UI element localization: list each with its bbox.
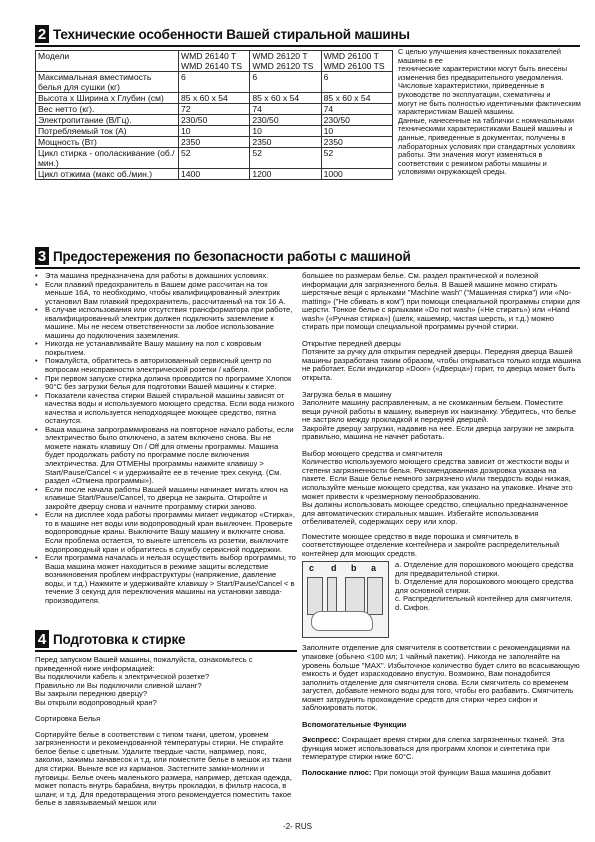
list-item: • Эта машина предназначена для работы в домашних условиях. bbox=[35, 272, 297, 281]
safety-list bbox=[35, 272, 297, 605]
table-cell: 230/50 bbox=[250, 115, 321, 126]
table-cell: 52 bbox=[250, 148, 321, 169]
table-cell: 2350 bbox=[321, 137, 392, 148]
row-label: Электропитание (В/Гц). bbox=[36, 115, 179, 126]
section-rule bbox=[35, 650, 297, 652]
table-cell: 230/50 bbox=[321, 115, 392, 126]
paragraph: Поместите моющее средство в виде порошка и смягчитель в соответствующее отделение контейнера и закройте распределительный контейнер для моющих средств. bbox=[302, 531, 560, 558]
table-cell: 230/50 bbox=[179, 115, 250, 126]
table-row bbox=[36, 93, 393, 104]
table-cell: 85 x 60 x 54 bbox=[321, 93, 392, 104]
subheading: Выбор моющего средства и смягчителя bbox=[302, 448, 443, 458]
main-wash-compartment bbox=[345, 577, 365, 615]
subheading: Загрузка белья в машину bbox=[302, 389, 392, 399]
table-cell: 72 bbox=[179, 104, 250, 115]
list-item: • Никогда не устанавливайте Вашу машину на пол с ковровым покрытием. bbox=[35, 340, 297, 357]
row-label: Вес нетто (кг). bbox=[36, 104, 179, 115]
aux-label: Полоскание плюс: bbox=[302, 767, 372, 777]
subheading: Открытие передней дверцы bbox=[302, 338, 401, 348]
drawer-letter-a: a bbox=[371, 563, 377, 574]
table-cell: 1000 bbox=[321, 169, 392, 180]
detergent-drawer-diagram bbox=[302, 561, 582, 638]
row-label: Мощность (Вт) bbox=[36, 137, 179, 148]
aux-label: Экспресс: bbox=[302, 735, 340, 745]
preparation-column bbox=[35, 656, 297, 808]
header-cell: WMD 26140 T WMD 26140 TS bbox=[179, 51, 250, 72]
header-cell: WMD 26120 T WMD 26120 TS bbox=[250, 51, 321, 72]
table-cell: 1400 bbox=[179, 169, 250, 180]
section-title: Подготовка к стирке bbox=[53, 631, 186, 647]
paragraph: большее по размерам белье. См. раздел практической и полезной информации для загрязненного белья. В Вашей машине можно стирать шерстяные вещи с ярлыками "Machine wash" ("Машинная стирка") или «No-matting» ("Не сбивать в ком") при помощи специальной программы стирки для шерсти. Тонкое белье с ярлыками «Do not wash» («Не стирать») или «Hand wash» («Ручная стирка») (шелк, кашемир, чистая шерсть, и т.д.) можно стирать при помощи специальной программы ручной стирки. bbox=[302, 271, 580, 332]
row-label: Высота x Ширина x Глубин (см) bbox=[36, 93, 179, 104]
safety-column bbox=[35, 272, 297, 605]
table-header-row bbox=[36, 51, 393, 72]
paragraph: Вы должны использовать моющее средство, специально предназначенное для автоматических стиральных машин. Избегайте использования отбеливателей, содержащих серу или хлор. bbox=[302, 500, 568, 527]
paragraph: Заполните машину расправленным, а не скомканным бельем. Поместите вещи ручной работы в машину, вывернув их наизнанку. Убедитесь, что белье не застряло между прокладкой и передней дверцей. bbox=[302, 398, 577, 425]
softener-compartment bbox=[307, 577, 323, 615]
legend-item: a. Отделение для порошкового моющего средства для предварительной стирки. bbox=[395, 560, 574, 578]
section-4-header bbox=[35, 629, 297, 649]
prewash-compartment bbox=[367, 577, 383, 615]
table-cell: 85 x 60 x 54 bbox=[250, 93, 321, 104]
section-number: 4 bbox=[35, 630, 49, 648]
legend-item: b. Отделение для порошкового моющего средства для основной стирки. bbox=[395, 577, 574, 595]
paragraph: Сортируйте белье в соответствии с типом ткани, цветом, уровнем загрязненности и рекомендованной температуры стирки. Не стирайте белое белье с цветным. Удалите твердые части, например, пояс, заколки, зажимы занавесок и т.д. или поместите белье в мешок из ткани для стирки. Выньте все из карманов. Застегните замки-молнии и пуговицы. Белье очень маленького размера, например, детская одежда, может попасть внутрь барабана, внутрь прокладки, в фильтр насоса, в шланг, и т.д. Для предотвращения этого рекомендуется поместить такое белье в завязываемый мешок или bbox=[35, 729, 292, 808]
detergent-drawer-illustration bbox=[302, 561, 389, 638]
section-rule bbox=[35, 267, 580, 269]
table-cell: 10 bbox=[250, 126, 321, 137]
disclaimer-line: могут не быть полностью идентичными фактическим характеристикам Вашей машины. bbox=[398, 98, 581, 117]
checklist-item: Вы открыли водопроводный кран? bbox=[35, 697, 157, 707]
table-cell: 85 x 60 x 54 bbox=[179, 93, 250, 104]
paragraph: Потяните за ручку для открытия передней дверцы. Передняя дверца Вашей машины разработана таким образом, чтобы открываться только когда машина не работает. Если индикатор «Door» («Дверца») горит, то дверца может быть открыта. bbox=[302, 347, 581, 383]
table-cell: 10 bbox=[179, 126, 250, 137]
aux-text: При помощи этой функции Ваша машина добавит bbox=[373, 767, 552, 777]
disclaimer-line: технические характеристики могут быть внесены изменения без предварительного уведомления. bbox=[398, 64, 568, 82]
paragraph: Закройте дверцу загрузки, надавив на нее. Если дверца загрузки не закрыта правильно, машина не начнет работать. bbox=[302, 423, 574, 442]
table-cell: 74 bbox=[321, 104, 392, 115]
subheading: Вспомогательные Функции bbox=[302, 719, 407, 729]
section-number: 2 bbox=[35, 25, 49, 43]
aux-rinse-plus bbox=[302, 769, 582, 778]
section-3-header bbox=[35, 246, 580, 266]
section-2-header bbox=[35, 24, 580, 44]
section-title: Предостережения по безопасности работы с машиной bbox=[53, 248, 411, 264]
list-item: • При первом запуске стирка должна проводится по программе Хлопок 90°С без загрузки белья для подготовки Вашей машины к стирке. bbox=[35, 375, 297, 392]
aux-text: Сокращает время стирки для слегка загрязненных тканей. Эта функция может использоваться для программ хлопок и синтетика при температуре стирки ниже 60°С. bbox=[302, 735, 565, 762]
checklist-item: Правильно ли Вы подключили сливной шланг? bbox=[35, 680, 202, 690]
table-cell: 10 bbox=[321, 126, 392, 137]
spec-disclaimer bbox=[398, 48, 582, 177]
section-number: 3 bbox=[35, 247, 49, 265]
list-item: • Если на дисплее хода работы программы мигает индикатор «Стирка», то в машине нет воды или водопроводный кран выключен. Проверьте водопроводные краны. Выключите Вашу машину и включите снова. Если проблема остается, то выньте штепсель из розетки, выключите водопроводный кран и обратитесь в службу сервисной поддержки. bbox=[35, 511, 297, 554]
table-row bbox=[36, 115, 393, 126]
header-cell: Модели bbox=[36, 51, 179, 72]
table-row bbox=[36, 72, 393, 93]
table-cell: 2350 bbox=[179, 137, 250, 148]
paragraph: Заполните отделение для смягчителя в соответствии с рекомендациями на упаковке (обычно <100 мл; 1 чайный пакетик). Никогда не заполняйте на уровень больше "MAX". Избыточное количество будет слито во всасывающую емкость и будет израсходовано впустую. Возможно, Вам понадобится заполнить отделение для смягчителя снова. Если смягчитель со временем загустел, добавьте немного воды для того, чтобы его разбавить. Смягчитель может затруднить прохождение средств для стирки через сифон и заблокировать поток. bbox=[302, 643, 580, 713]
row-label: Максимальная вместимость белья для сушки (кг) bbox=[36, 72, 179, 93]
section-title: Технические особенности Вашей стиральной машины bbox=[53, 26, 410, 42]
drawer-letter-c: c bbox=[309, 563, 315, 574]
legend-item: d. Сифон. bbox=[395, 602, 430, 612]
header-cell: WMD 26100 T WMD 26100 TS bbox=[321, 51, 392, 72]
drawer-letter-b: b bbox=[351, 563, 357, 574]
subheading: Сортировка Белья bbox=[35, 714, 101, 724]
table-row bbox=[36, 104, 393, 115]
row-label: Потребляемый ток (А) bbox=[36, 126, 179, 137]
drawer-letter-d: d bbox=[331, 563, 337, 574]
table-row bbox=[36, 137, 393, 148]
list-item: • Пожалуйста, обратитесь в авторизованный сервисный центр по вопросам неисправности электрической розетки / кабеля. bbox=[35, 357, 297, 374]
paragraph: Количество используемого моющего средства зависит от жесткости воды и степени загрязненности белья. Рекомендованная дозировка указана на пакете. Если Ваше белье немного загрязнено и/или твердость воды низкая, используйте меньше моющего средства, как указано на упаковке. Иначе это может привести к чрезмерному пенообразованию. bbox=[302, 457, 573, 501]
table-cell: 52 bbox=[179, 148, 250, 169]
list-item: • Если плавкий предохранитель в Вашем доме рассчитан на ток меньше 16А, то необходимо, чтобы квалифицированный электрик установил Вам плавкий предохранитель, рассчитанный на ток 16 А. bbox=[35, 281, 297, 307]
disclaimer-line: Данные, нанесенные на таблички с номинальными техническими характеристиками Вашей машины и данные, приведенные в документах, получены в лабораторных условиях при стандартных условиях работы. Эти значения могут изменяться в соответствии с режимом работы машины и условиями окружающей среды. bbox=[398, 115, 576, 177]
list-item: • Если программа началась и нельзя осуществить выбор программы, то Ваша машина может находиться в режиме защиты вследствие возникновения проблем инфраструктуры (напряжение, давление воды, и т.д.) Нажмите и удерживайте клавишу > Start/Pause/Cancel < в течение 3 секунд для переключения машины на установки завода-производителя. bbox=[35, 554, 297, 605]
checklist-item: Вы закрыли переднюю дверцу? bbox=[35, 689, 148, 699]
right-column bbox=[302, 272, 582, 778]
aux-express bbox=[302, 736, 582, 762]
table-row bbox=[36, 126, 393, 137]
table-cell: 1200 bbox=[250, 169, 321, 180]
page-number: -2- RUS bbox=[283, 822, 312, 831]
table-cell: 52 bbox=[321, 148, 392, 169]
table-cell: 6 bbox=[179, 72, 250, 93]
specs-table bbox=[35, 50, 393, 180]
row-label: Цикл отжима (макс об./мин.) bbox=[36, 169, 179, 180]
disclaimer-line: Числовые характеристики, приведенные в руководстве по эксплуатации, схематичны и bbox=[398, 81, 551, 99]
list-item: • В случае использования или отсутствия трансформатора при работе, квалифицированный электрик должен подключить заземление к машине. Мы не несем ответственности за любое использование машины до подключения заземления. bbox=[35, 306, 297, 340]
table-row bbox=[36, 169, 393, 180]
table-cell: 6 bbox=[321, 72, 392, 93]
table-cell: 2350 bbox=[250, 137, 321, 148]
list-item: • Ваша машина запрограммирована на повторное начало работы, если электричество было отключено, а затем включено снова. Вы не можете нажать клавишу On / Off для отмены программы. Машина будет продолжать работу по программе после включения электричества. Для ОТМЕНЫ программы нажмите клавишу > Start/Pause/Cancel < и удерживайте ее в течение трех секунд. (См. раздел «Отмена программы»). bbox=[35, 426, 297, 486]
checklist-item: Вы подключили кабель к электрической розетке? bbox=[35, 672, 210, 682]
hand-illustration bbox=[311, 611, 373, 631]
table-row bbox=[36, 148, 393, 169]
legend-item: c. Распределительный контейнер для смягчителя. bbox=[395, 594, 573, 604]
table-cell: 74 bbox=[250, 104, 321, 115]
siphon bbox=[327, 577, 337, 615]
intro-line: Перед запуском Вашей машины, пожалуйста, ознакомьтесь с приведенной ниже информацией: bbox=[35, 655, 253, 673]
row-label: Цикл стирка - ополаскивание (об./мин.) bbox=[36, 148, 179, 169]
list-item: • Показатели качества стирки Вашей стиральной машины зависят от качества воды и используемого моющего средства. Если вода низкого качества и используется неподходящее моющее средство, пятна останутся. bbox=[35, 392, 297, 426]
list-item: • Если после начала работы Вашей машины начинает мигать ключ на клавише Start/Pause/Cancel, то дверца не закрыта. Откройте и закройте дверцу снова и начните программу стирки заново. bbox=[35, 486, 297, 512]
disclaimer-line: С целью улучшения качественных показателей машины в ее bbox=[398, 47, 562, 65]
drawer-legend bbox=[395, 561, 582, 638]
table-cell: 6 bbox=[250, 72, 321, 93]
